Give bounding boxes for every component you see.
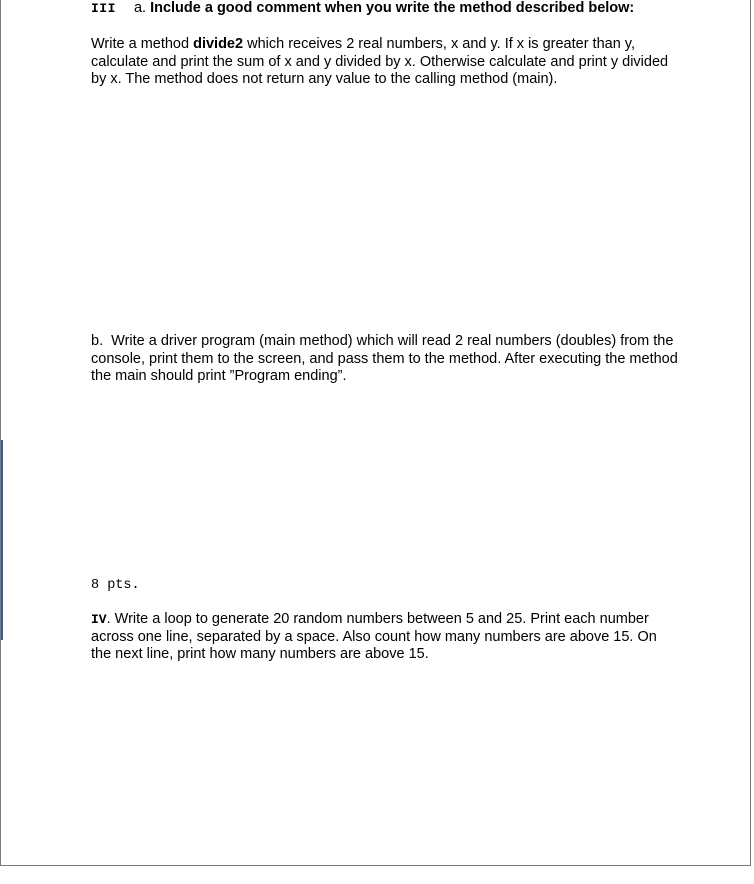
part-a-heading: Include a good comment when you write the method described below: <box>150 0 635 16</box>
question-3-number: III <box>91 1 116 16</box>
part-a-instructions <box>91 36 681 89</box>
part-b-label: b. <box>91 333 104 349</box>
question-3-header <box>91 0 634 17</box>
question-4-instructions <box>91 611 681 664</box>
left-edge-accent <box>1 440 3 640</box>
points-label: 8 pts. <box>91 578 140 593</box>
question-4-text: . Write a loop to generate 20 random numbers between 5 and 25. Print each number across one line, separated by a space. Also count how many numbers are above 15. On the next line, print how many numbers are above 15. <box>91 611 657 662</box>
part-a-label: a. <box>133 0 147 16</box>
part-b-text: Write a driver program (main method) which will read 2 real numbers (doubles) from the console, print them to the screen, and pass them to the method. After executing the method the main should print ”Program ending”. <box>91 333 678 384</box>
question-4-number: IV <box>91 612 107 627</box>
method-name: divide2 <box>193 36 244 52</box>
part-a-text-before: Write a method <box>91 36 194 52</box>
part-a-text-after: which receives 2 real numbers, x and y. If x is greater than y, calculate and print the sum of x and y divided by x. Otherwise calculate and print y divided by x. The method does not return any value to the calling method (main). <box>91 36 669 87</box>
part-b-instructions <box>91 333 681 386</box>
